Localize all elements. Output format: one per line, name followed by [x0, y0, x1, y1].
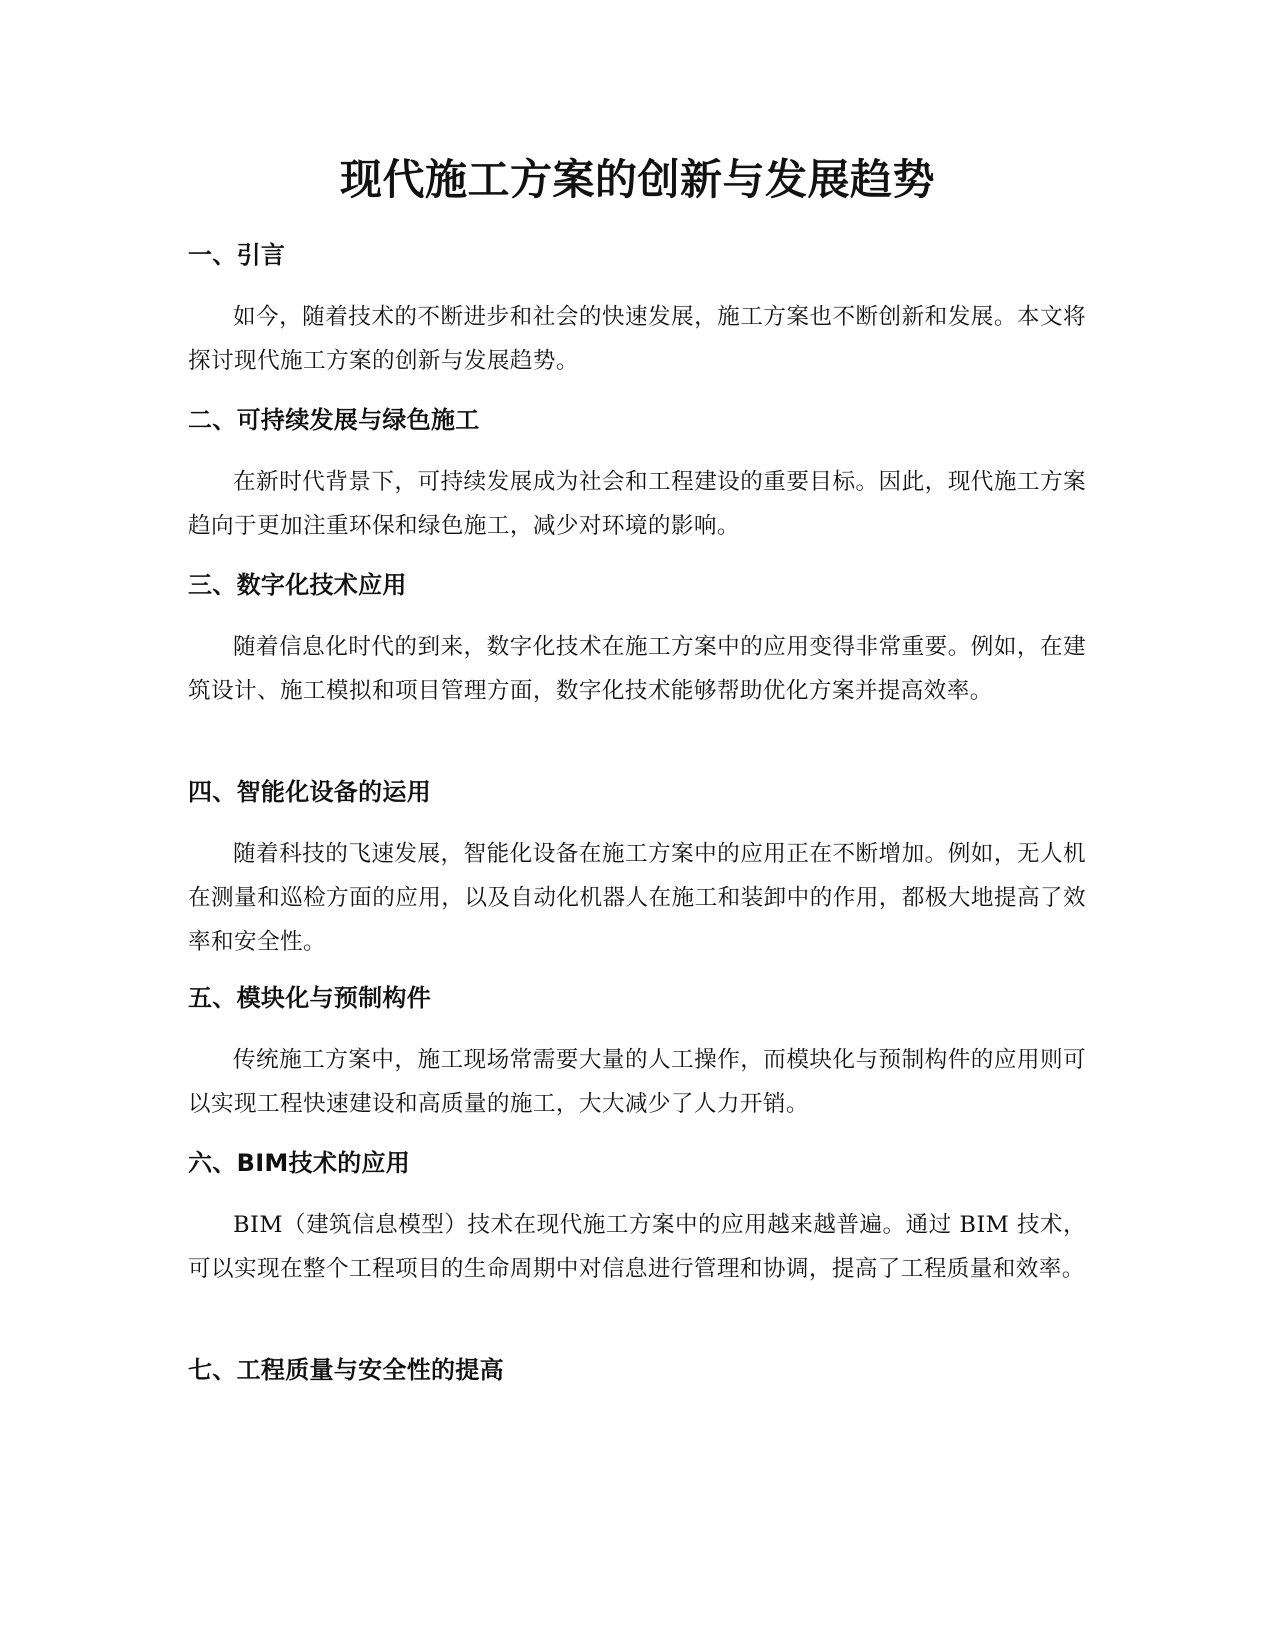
- section-paragraph-bim: BIM（建筑信息模型）技术在现代施工方案中的应用越来越普遍。通过 BIM 技术，可以实现在整个工程项目的生命周期中对信息进行管理和协调，提高了工程质量和效率。: [188, 1212, 1086, 1282]
- section-paragraph-intelligent: 随着科技的飞速发展，智能化设备在施工方案中的应用正在不断增加。例如，无人机在测量和巡检方面的应用，以及自动化机器人在施工和装卸中的作用，都极大地提高了效率和安全性。: [188, 841, 1086, 955]
- section-heading-intelligent: 四、智能化设备的运用: [188, 778, 431, 806]
- section-heading-digital: 三、数字化技术应用: [188, 571, 407, 599]
- section-heading-bim: 六、BIM技术的应用: [188, 1149, 411, 1177]
- section-heading-modular: 五、模块化与预制构件: [188, 984, 431, 1012]
- section-paragraph-introduction: 如今，随着技术的不断进步和社会的快速发展，施工方案也不断创新和发展。本文将探讨现代施工方案的创新与发展趋势。: [188, 304, 1086, 374]
- section-heading-quality-safety: 七、工程质量与安全性的提高: [188, 1356, 504, 1384]
- section-paragraph-digital: 随着信息化时代的到来，数字化技术在施工方案中的应用变得非常重要。例如，在建筑设计、施工模拟和项目管理方面，数字化技术能够帮助优化方案并提高效率。: [188, 634, 1086, 704]
- section-paragraph-modular: 传统施工方案中，施工现场常需要大量的人工操作，而模块化与预制构件的应用则可以实现工程快速建设和高质量的施工，大大减少了人力开销。: [188, 1047, 1086, 1117]
- document-title: 现代施工方案的创新与发展趋势: [339, 155, 935, 204]
- section-heading-sustainable: 二、可持续发展与绿色施工: [188, 406, 480, 434]
- section-heading-introduction: 一、引言: [188, 241, 286, 269]
- section-paragraph-sustainable: 在新时代背景下，可持续发展成为社会和工程建设的重要目标。因此，现代施工方案趋向于更加注重环保和绿色施工，减少对环境的影响。: [188, 469, 1086, 539]
